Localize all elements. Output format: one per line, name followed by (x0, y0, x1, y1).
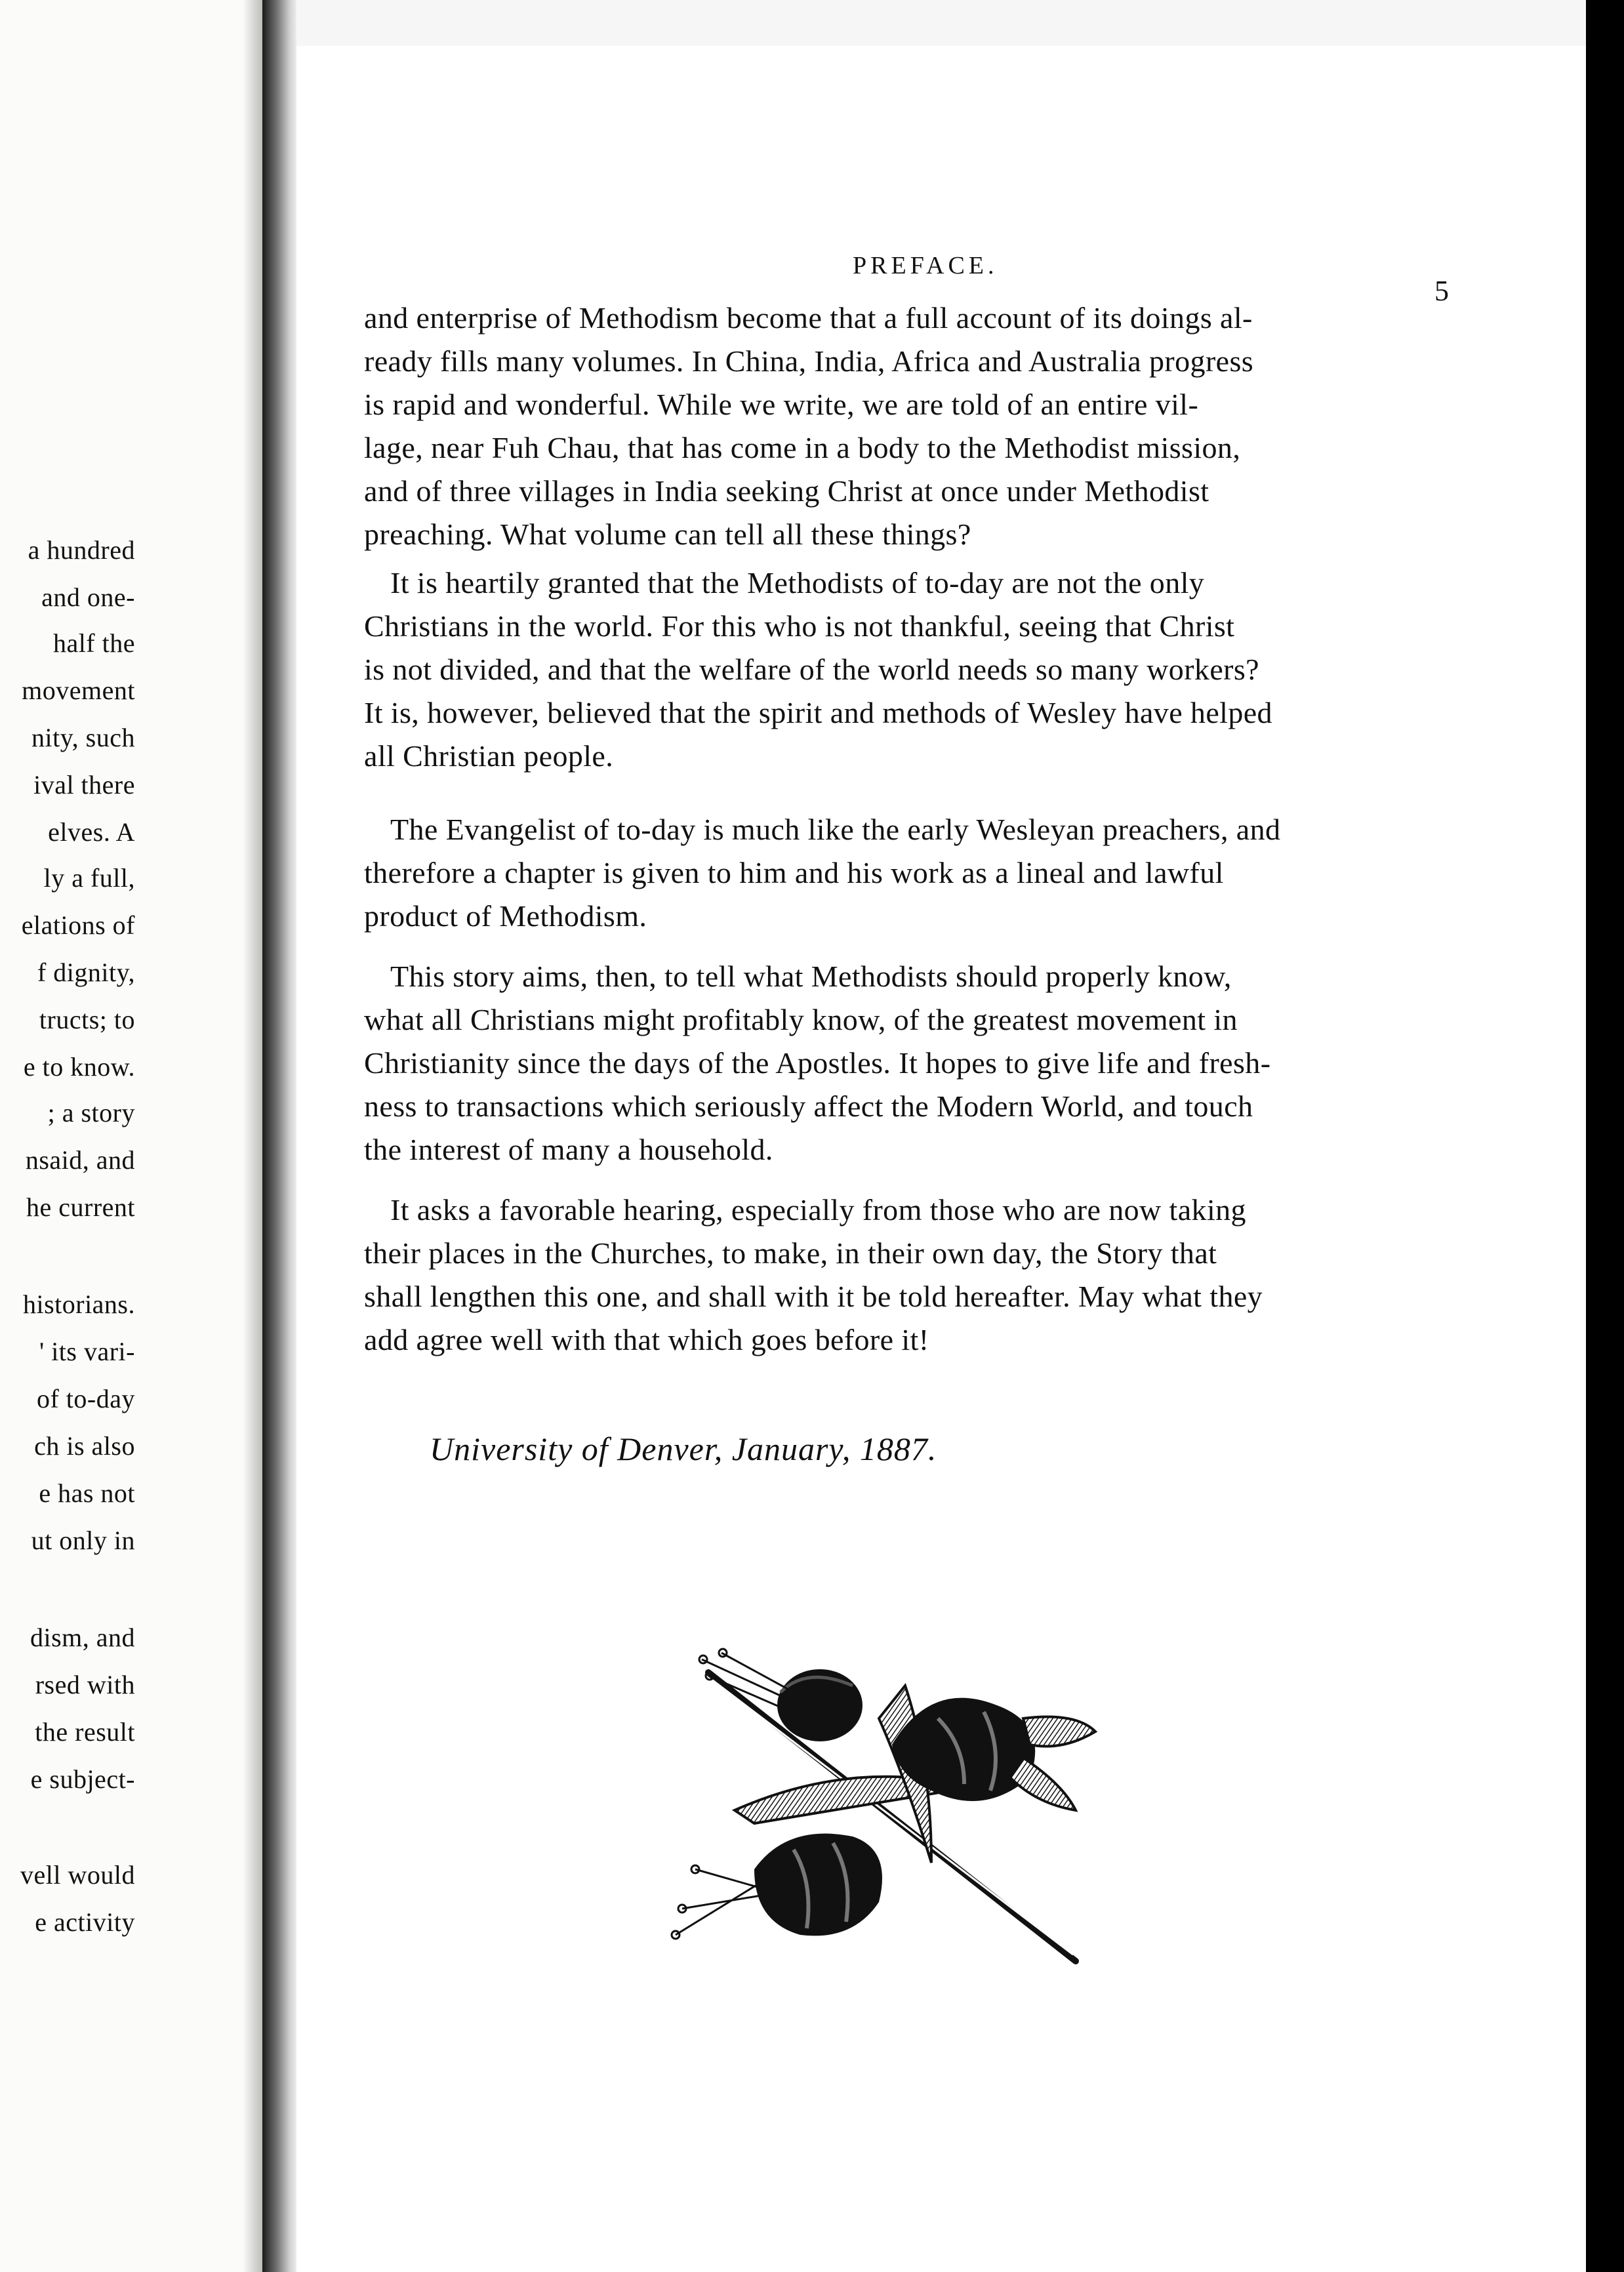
left-line: a hundred (28, 535, 135, 565)
left-line: e has not (39, 1478, 135, 1508)
text-line: and of three villages in India seeking Christ at once under Methodist (364, 474, 1209, 508)
left-line: f dignity, (37, 958, 135, 987)
fuchsia-flower-engraving-icon (656, 1646, 1115, 1974)
text-line: It asks a favorable hearing, especially from those who are now taking (390, 1193, 1246, 1227)
left-facing-page (0, 0, 262, 2272)
text-line: ready fills many volumes. In China, India, Africa and Australia progress (364, 344, 1254, 378)
text-line: and enterprise of Methodism become that a full account of its doings al- (364, 301, 1253, 335)
text-line: It is heartily granted that the Methodists of to-day are not the only (390, 566, 1205, 599)
text-line: It is, however, believed that the spirit and methods of Wesley have helped (364, 696, 1272, 729)
text-line: the interest of many a household. (364, 1133, 773, 1166)
book-spine (262, 0, 296, 2272)
left-line: historians. (22, 1289, 135, 1319)
text-line: shall lengthen this one, and shall with it be told hereafter. May what they (364, 1280, 1263, 1313)
text-line: product of Methodism. (364, 899, 647, 933)
text-line: preaching. What volume can tell all these things? (364, 517, 971, 551)
text-line: add agree well with that which goes before it! (364, 1323, 929, 1356)
left-line: ch is also (34, 1431, 135, 1461)
gutter-shadow (243, 0, 262, 2272)
text-line: therefore a chapter is given to him and his work as a lineal and lawful (364, 856, 1224, 889)
left-line: e subject- (30, 1764, 135, 1794)
signature-line: University of Denver, January, 1887. (430, 1430, 937, 1467)
left-line: e to know. (23, 1052, 135, 1082)
text-line: Christianity since the days of the Apostles. It hopes to give life and fresh- (364, 1046, 1271, 1080)
left-line: ly a full, (43, 863, 135, 893)
left-line: ; a story (47, 1098, 135, 1127)
left-line: elations of (21, 910, 135, 940)
text-line: The Evangelist of to-day is much like the early Wesleyan preachers, and (390, 813, 1281, 846)
left-line: dism, and (30, 1623, 135, 1652)
running-head: PREFACE. (853, 252, 998, 279)
text-line: what all Christians might profitably know, of the greatest movement in (364, 1003, 1238, 1036)
left-line: tructs; to (39, 1005, 135, 1034)
text-line: Christians in the world. For this who is not thankful, seeing that Christ (364, 609, 1235, 643)
left-line: the result (35, 1717, 135, 1747)
left-line: rsed with (35, 1670, 135, 1699)
left-line: ival there (33, 770, 135, 800)
right-scan-edge (1586, 0, 1624, 2272)
text-line: their places in the Churches, to make, in their own day, the Story that (364, 1236, 1217, 1270)
left-line: movement (22, 676, 135, 705)
left-line: e activity (35, 1907, 135, 1937)
left-line: ' its vari- (39, 1337, 135, 1366)
left-line: elves. A (48, 817, 135, 847)
left-line: of to-day (36, 1384, 135, 1413)
left-line: vell would (20, 1860, 135, 1890)
text-line: This story aims, then, to tell what Methodists should properly know, (390, 960, 1232, 993)
text-line: is rapid and wonderful. While we write, we are told of an entire vil- (364, 388, 1199, 421)
text-line: lage, near Fuh Chau, that has come in a body to the Methodist mission, (364, 431, 1241, 464)
left-line: ut only in (31, 1526, 135, 1555)
text-line: is not divided, and that the welfare of the world needs so many workers? (364, 653, 1259, 686)
left-line: he current (26, 1192, 135, 1222)
left-line: and one- (41, 582, 135, 612)
text-line: all Christian people. (364, 739, 614, 773)
left-line: half the (52, 628, 135, 658)
left-line: nsaid, and (25, 1145, 135, 1175)
page-number: 5 (1434, 275, 1449, 307)
text-line: ness to transactions which seriously affect the Modern World, and touch (364, 1089, 1253, 1123)
left-line: nity, such (31, 723, 135, 752)
